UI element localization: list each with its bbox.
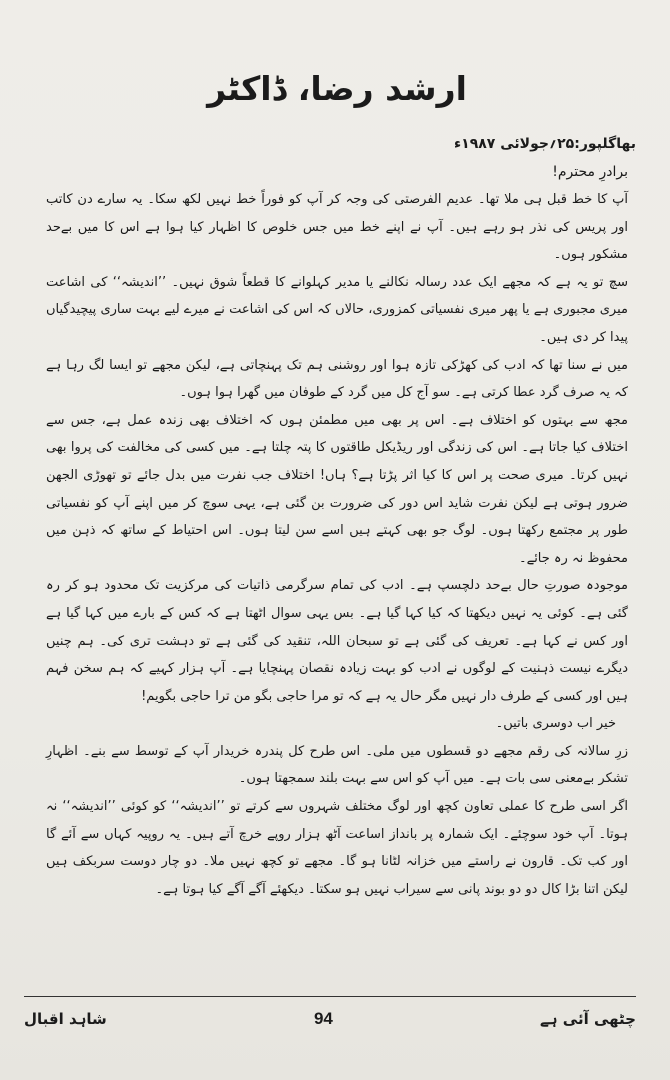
letter-paragraph: میں نے سنا تھا کہ ادب کی کھڑکی تازہ ہوا اور روشنی ہم تک پہنچاتی ہے، لیکن مجھے تو ایسا لگ رہا ہے کہ یہ صرف گرد عطا کرتی ہے۔ سو آج کل میں گرد کے طوفان میں گھرا ہوا ہوں۔ [46, 357, 628, 401]
letter-paragraph: مجھ سے بہتوں کو اختلاف ہے۔ اس پر بھی میں مطمئن ہوں کہ اختلاف بھی زندہ عمل ہے، جس سے اختلاف کیا جاتا ہے۔ اس کی زندگی اور ریڈیکل طاقتوں کا پتہ چلتا ہے۔ میں کسی کی مخالفت کی پروا بھی نہیں کرتا۔ میری صحت پر اس کا کیا اثر پڑتا ہے؟ ہاں! اختلاف جب نفرت میں بدل جائے تو تھوڑی الجھن ضرور ہوتی ہے لیکن نفرت شاید اس دور کی ضرورت بن گئی ہے، یہی سوچ کر میں اپنے آپ کو نفسیاتی طور پر مجتمع رکھتا ہوں۔ لوگ جو بھی کہتے ہیں اسے سن لیتا ہوں۔ اس احتیاط کے ساتھ کہ ذہن میں محفوظ نہ رہ جائے۔ [46, 412, 628, 566]
letter-paragraph: اگر اسی طرح کا عملی تعاون کچھ اور لوگ مختلف شہروں سے کرتے تو ’’اندیشہ‘‘ کو کوئی ’’اندیشہ‘‘ نہ ہوتا۔ آپ خود سوچئے۔ ایک شمارہ پر بانداز اساعت آٹھ ہزار روپے خرچ آتے ہیں۔ یہ روپیہ کہاں سے آئے گا اور کب تک۔ قارون نے راستے میں خزانہ لٹانا ہو گا۔ مجھے تو کچھ نہیں ملا۔ دو چار دوست سربکف ہیں لیکن اتنا بڑا کال دو دو بوند پانی سے سیراب نہیں ہو سکتا۔ دیکھئے آگے آگے کیا ہوتا ہے۔ [46, 799, 628, 897]
letter-salutation: برادرِ محترم! [552, 164, 628, 180]
letter-body [46, 186, 628, 903]
letter-paragraph: زرِ سالانہ کی رقم مجھے دو قسطوں میں ملی۔ اس طرح کل پندرہ خریدار آپ کے توسط سے بنے۔ اظہارِ تشکر بےمعنی سی بات ہے۔ میں آپ کو اس سے بہت بلند سمجھتا ہوں۔ [46, 743, 628, 787]
letter-title: ارشد رضا، ڈاکٹر [207, 69, 467, 108]
page-number: 94 [313, 1009, 333, 1028]
letter-paragraph: موجودہ صورتِ حال بےحد دلچسپ ہے۔ ادب کی تمام سرگرمی ذاتیات کی مرکزیت تک محدود ہو کر رہ گئی ہے۔ کوئی یہ نہیں دیکھتا کہ کیا کہا گیا ہے۔ بس یہی سوال اٹھتا ہے کہ کس کے بارے میں کہا گیا ہے اور کس نے کہا ہے۔ تعریف کی گئی ہے تو سبحان اللہ، تنقید کی گئی ہے تو دہشت تری کی۔ ہم چنیں دیگرے نیست ذہنیت کے لوگوں نے ادب کو بہت زیادہ نقصان پہنچایا ہے۔ آپ ہزار کہیے کہ ہم سخن فہم ہیں اور کسی کے طرف دار نہیں مگر حال یہ ہے کہ تو مرا حاجی بگو من ترا حاجی بگویم! [46, 578, 628, 704]
letter-paragraph: خیر اب دوسری باتیں۔ [495, 716, 616, 732]
page-footer [24, 1002, 636, 1036]
letter-paragraph: آپ کا خط قبل ہی ملا تھا۔ عدیم الفرصتی کی وجہ کر آپ کو فوراً خط نہیں لکھ سکا۔ یہ سارے دن کاتب اور پریس کی نذر ہو رہے ہیں۔ آپ نے اپنے خط میں جس خلوص کا اظہار کیا ہوا ہے اس کا میں بےحد مشکور ہوں۔ [46, 192, 628, 263]
footer-author: شاہد اقبال [24, 1010, 107, 1028]
letter-dateline: بھاگلپور:۲۵؍جولائی ۱۹۸۷ء [453, 136, 636, 152]
footer-divider [24, 996, 636, 997]
letter-paragraph: سچ تو یہ ہے کہ مجھے ایک عدد رسالہ نکالنے یا مدیر کہلوانے کا قطعاً شوق نہیں۔ ’’اندیشہ‘‘ کی اشاعت میری مجبوری ہے یا پھر میری نفسیاتی کمزوری، حالاں کہ اس کی اشاعت نے میرے لیے بہت ساری پیچیدگیاں پیدا کر دی ہیں۔ [46, 274, 628, 345]
footer-book-title: چٹھی آئی ہے [540, 1010, 636, 1028]
